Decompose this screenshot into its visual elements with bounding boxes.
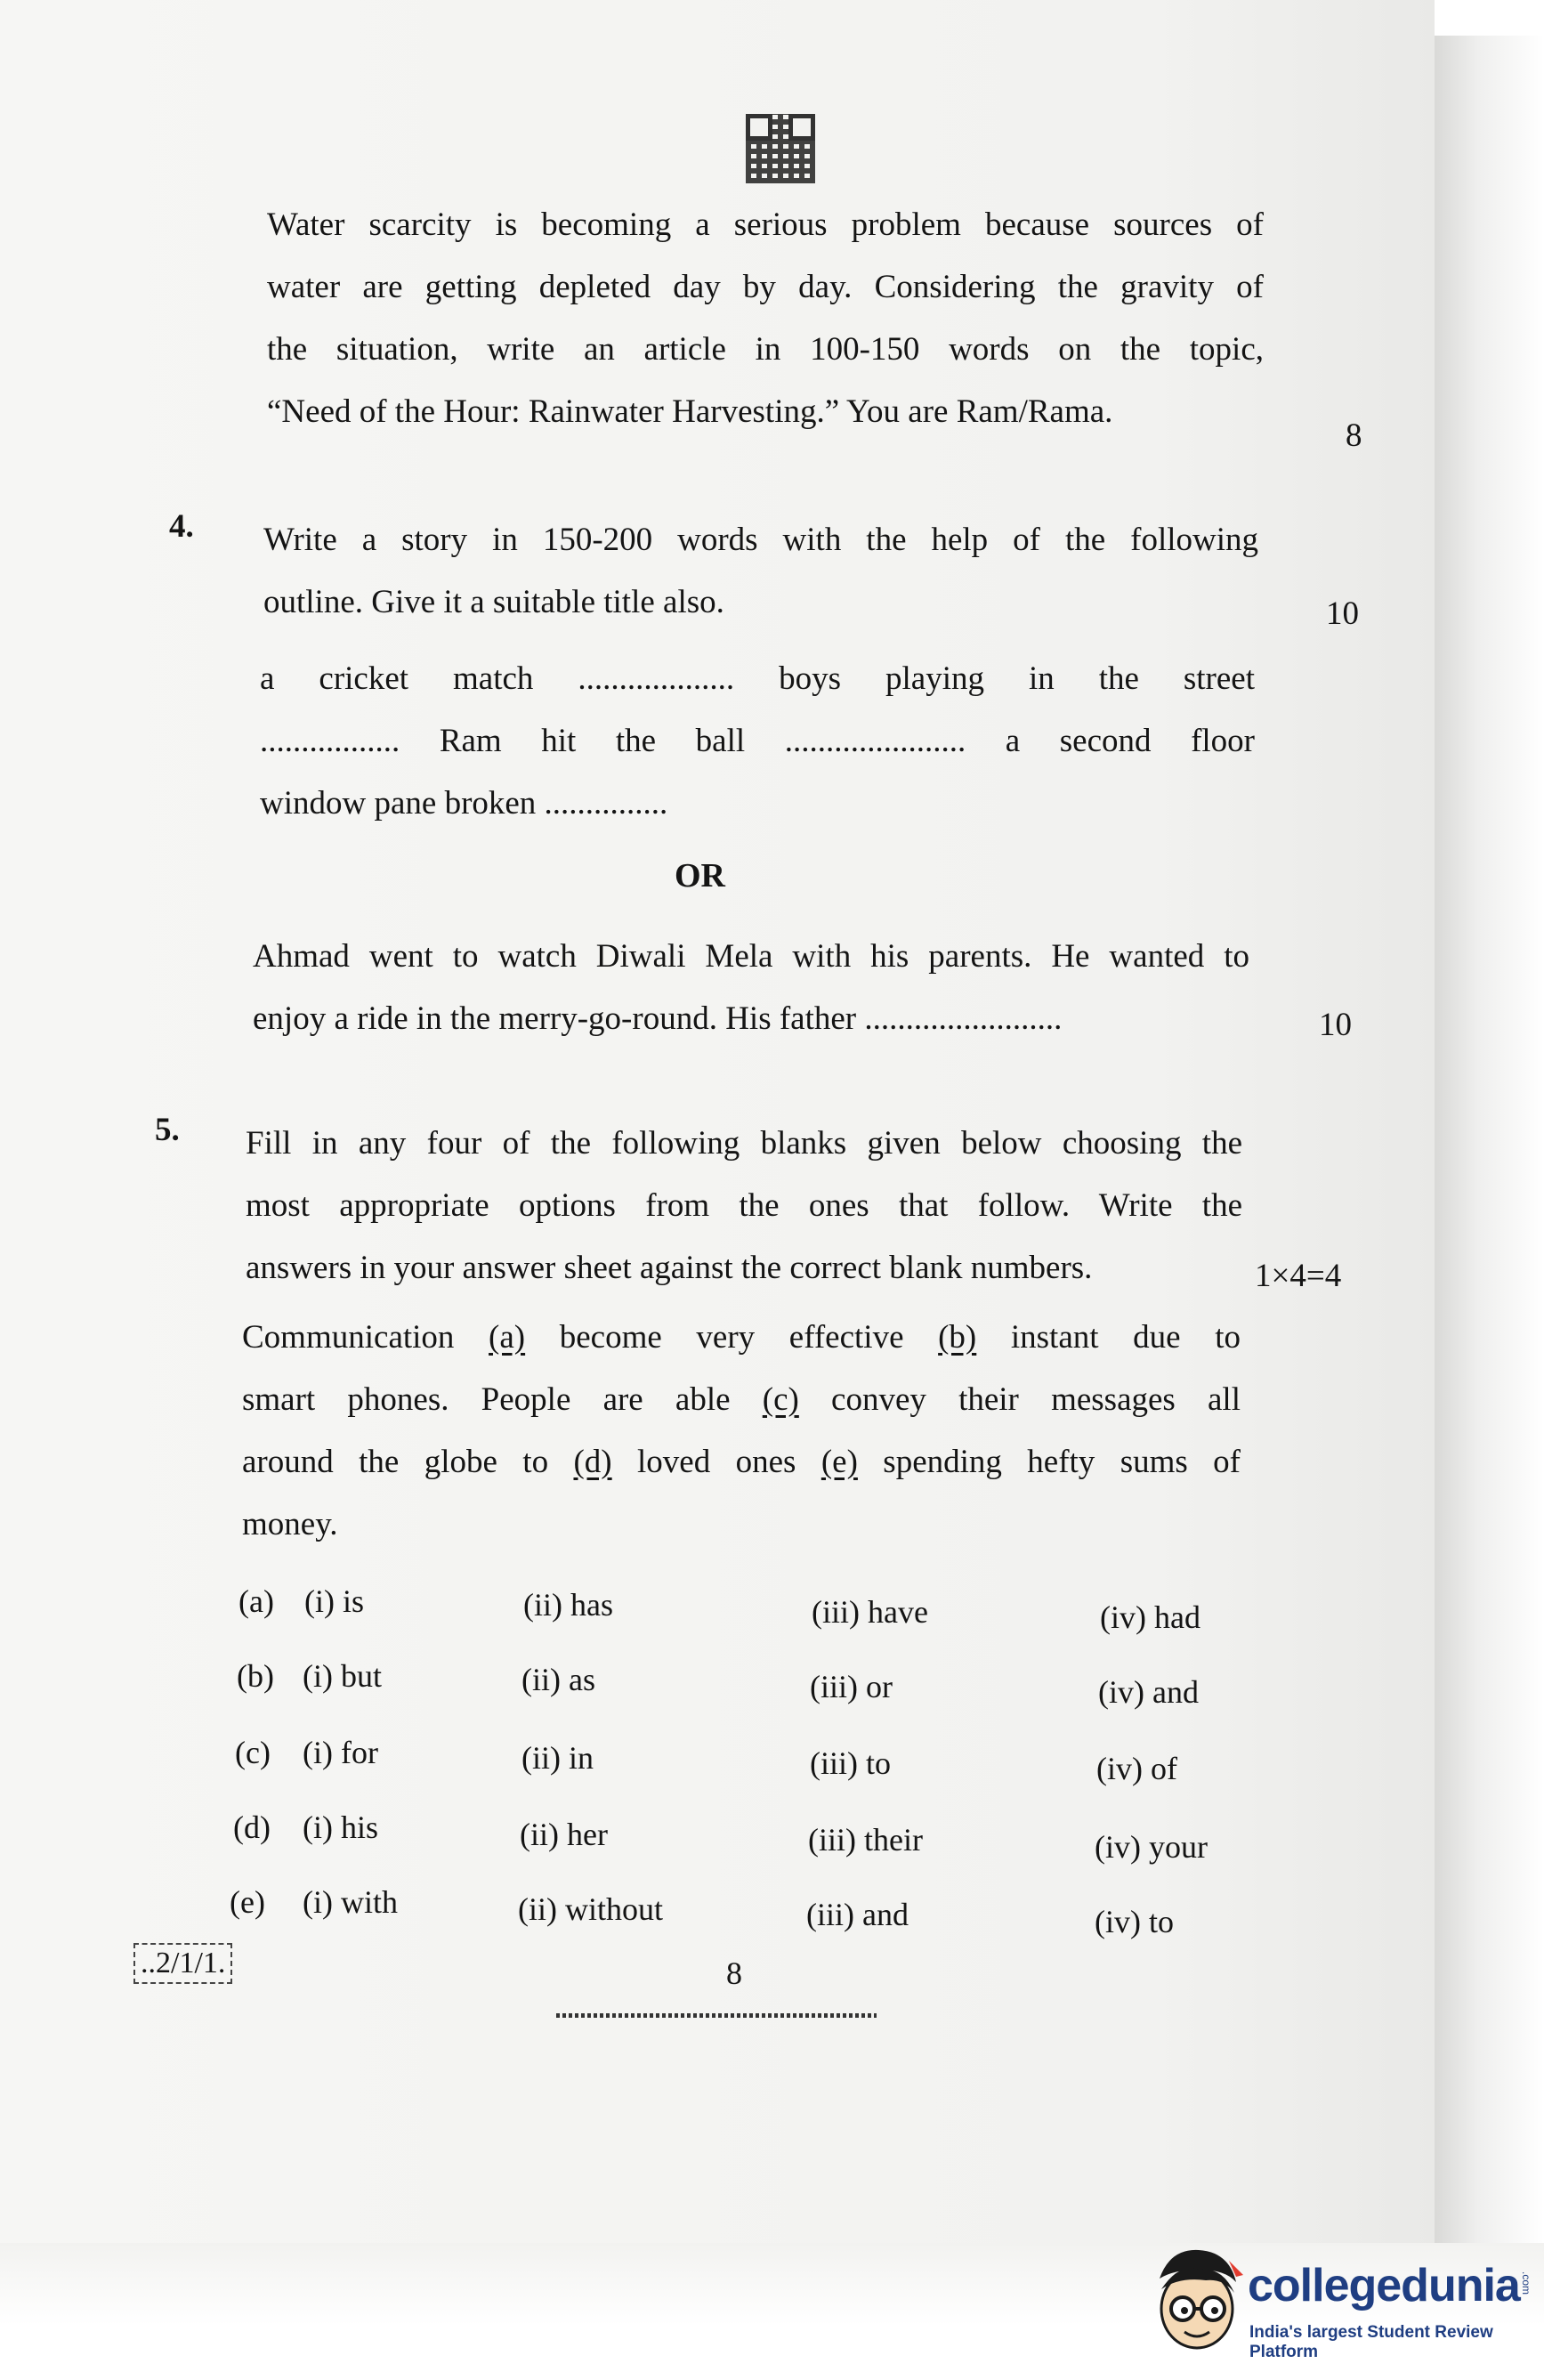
q5-prompt-line-3: answers in your answer sheet against the correct blank numbers. (246, 1250, 1093, 1286)
passage-line-1 (242, 1307, 1241, 1369)
alternative-line-1: Ahmad went to watch Diwali Mela with his parents. He wanted to (253, 938, 1249, 975)
intro-line-2: water are getting depleted day by day. Considering the gravity of (267, 269, 1264, 305)
option-b-iv: (iv) and (1098, 1674, 1199, 1710)
passage-text: smart phones. People are able (242, 1381, 763, 1418)
outline-line-3: window pane broken ............... (260, 785, 668, 822)
option-a-iv: (iv) had (1100, 1599, 1200, 1635)
intro-line-3: the situation, write an article in 100-150 words on the topic, (267, 331, 1264, 368)
qr-code-icon (746, 114, 815, 183)
option-a-i: (i) is (304, 1583, 364, 1619)
footer-rule (556, 2013, 877, 2018)
option-row-a-label: (a) (238, 1583, 274, 1619)
blank-d: (d) (573, 1444, 612, 1480)
mascot-icon (1144, 2243, 1250, 2368)
option-b-iii: (iii) or (810, 1669, 893, 1704)
question-5-marks: 1×4=4 (1255, 1258, 1342, 1294)
page-edge-shadow (1435, 36, 1544, 2243)
question-4-marks: 10 (1326, 595, 1359, 632)
option-c-ii: (ii) in (521, 1740, 594, 1776)
q4-prompt-line-1: Write a story in 150-200 words with the help of the following (263, 522, 1258, 558)
option-c-iii: (iii) to (810, 1745, 891, 1781)
option-row-b-label: (b) (237, 1658, 274, 1694)
intro-line-4: “Need of the Hour: Rainwater Harvesting.” You are Ram/Rama. (267, 393, 1113, 430)
question-5-prompt (246, 1113, 1242, 1299)
option-e-i: (i) with (303, 1884, 398, 1920)
brand-domain-suffix: .com (1520, 2271, 1532, 2295)
q5-prompt-line-2: most appropriate options from the ones that follow. Write the (246, 1187, 1242, 1224)
option-row-d-label: (d) (233, 1809, 271, 1845)
blank-a: (a) (489, 1319, 526, 1356)
intro-line-1: Water scarcity is becoming a serious problem because sources of (267, 206, 1264, 243)
passage-text: loved ones (611, 1444, 821, 1480)
passage-line-4: money. (242, 1506, 338, 1542)
option-e-iv: (iv) to (1095, 1904, 1174, 1939)
alternative-marks: 10 (1319, 1007, 1352, 1043)
paper-code: ..2/1/1. (133, 1943, 232, 1984)
option-a-ii: (ii) has (523, 1587, 613, 1623)
passage-text: convey their messages all (798, 1381, 1241, 1418)
question-5-number: 5. (155, 1112, 180, 1148)
option-d-iii: (iii) their (808, 1822, 923, 1858)
brand-tagline: India's largest Student Review Platform (1249, 2323, 1493, 2361)
q5-prompt-line-1: Fill in any four of the following blanks given below choosing the (246, 1125, 1242, 1162)
cloze-passage (242, 1307, 1241, 1556)
outline-line-1: a cricket match ................... boys playing in the street (260, 660, 1255, 697)
option-row-e-label: (e) (230, 1884, 265, 1920)
option-d-i: (i) his (303, 1809, 378, 1845)
option-b-ii: (ii) as (521, 1662, 595, 1697)
passage-text: become very effective (525, 1319, 939, 1356)
q4-prompt-line-2: outline. Give it a suitable title also. (263, 584, 724, 620)
question-4-prompt (263, 509, 1258, 634)
page-number: 8 (726, 1955, 742, 1991)
passage-line-2 (242, 1369, 1241, 1431)
outline-line-2: ................. Ram hit the ball ...................... a second floor (260, 723, 1255, 759)
question-4-outline (260, 648, 1255, 835)
option-a-iii: (iii) have (812, 1594, 928, 1630)
question-4-number: 4. (169, 508, 194, 545)
passage-text: instant due to (976, 1319, 1241, 1356)
blank-e: (e) (821, 1444, 858, 1480)
passage-text: around the globe to (242, 1444, 574, 1480)
option-d-iv: (iv) your (1095, 1829, 1208, 1865)
alternative-line-2: enjoy a ride in the merry-go-round. His father ........................ (253, 1000, 1063, 1037)
or-heading: OR (675, 857, 725, 895)
passage-text: spending hefty sums of (857, 1444, 1241, 1480)
option-row-c-label: (c) (235, 1735, 271, 1770)
option-d-ii: (ii) her (520, 1817, 608, 1852)
brand-name: collegedunia (1248, 2260, 1520, 2311)
intro-paragraph (267, 194, 1264, 443)
blank-b: (b) (938, 1319, 977, 1356)
option-c-iv: (iv) of (1096, 1751, 1177, 1786)
passage-text: Communication (242, 1319, 489, 1356)
option-c-i: (i) for (303, 1735, 378, 1770)
question-4-alternative (253, 926, 1249, 1050)
option-e-ii: (ii) without (518, 1891, 663, 1927)
blank-c: (c) (762, 1381, 799, 1418)
passage-line-3 (242, 1431, 1241, 1494)
option-b-i: (i) but (303, 1658, 382, 1694)
option-e-iii: (iii) and (806, 1897, 909, 1932)
intro-marks: 8 (1346, 417, 1362, 454)
